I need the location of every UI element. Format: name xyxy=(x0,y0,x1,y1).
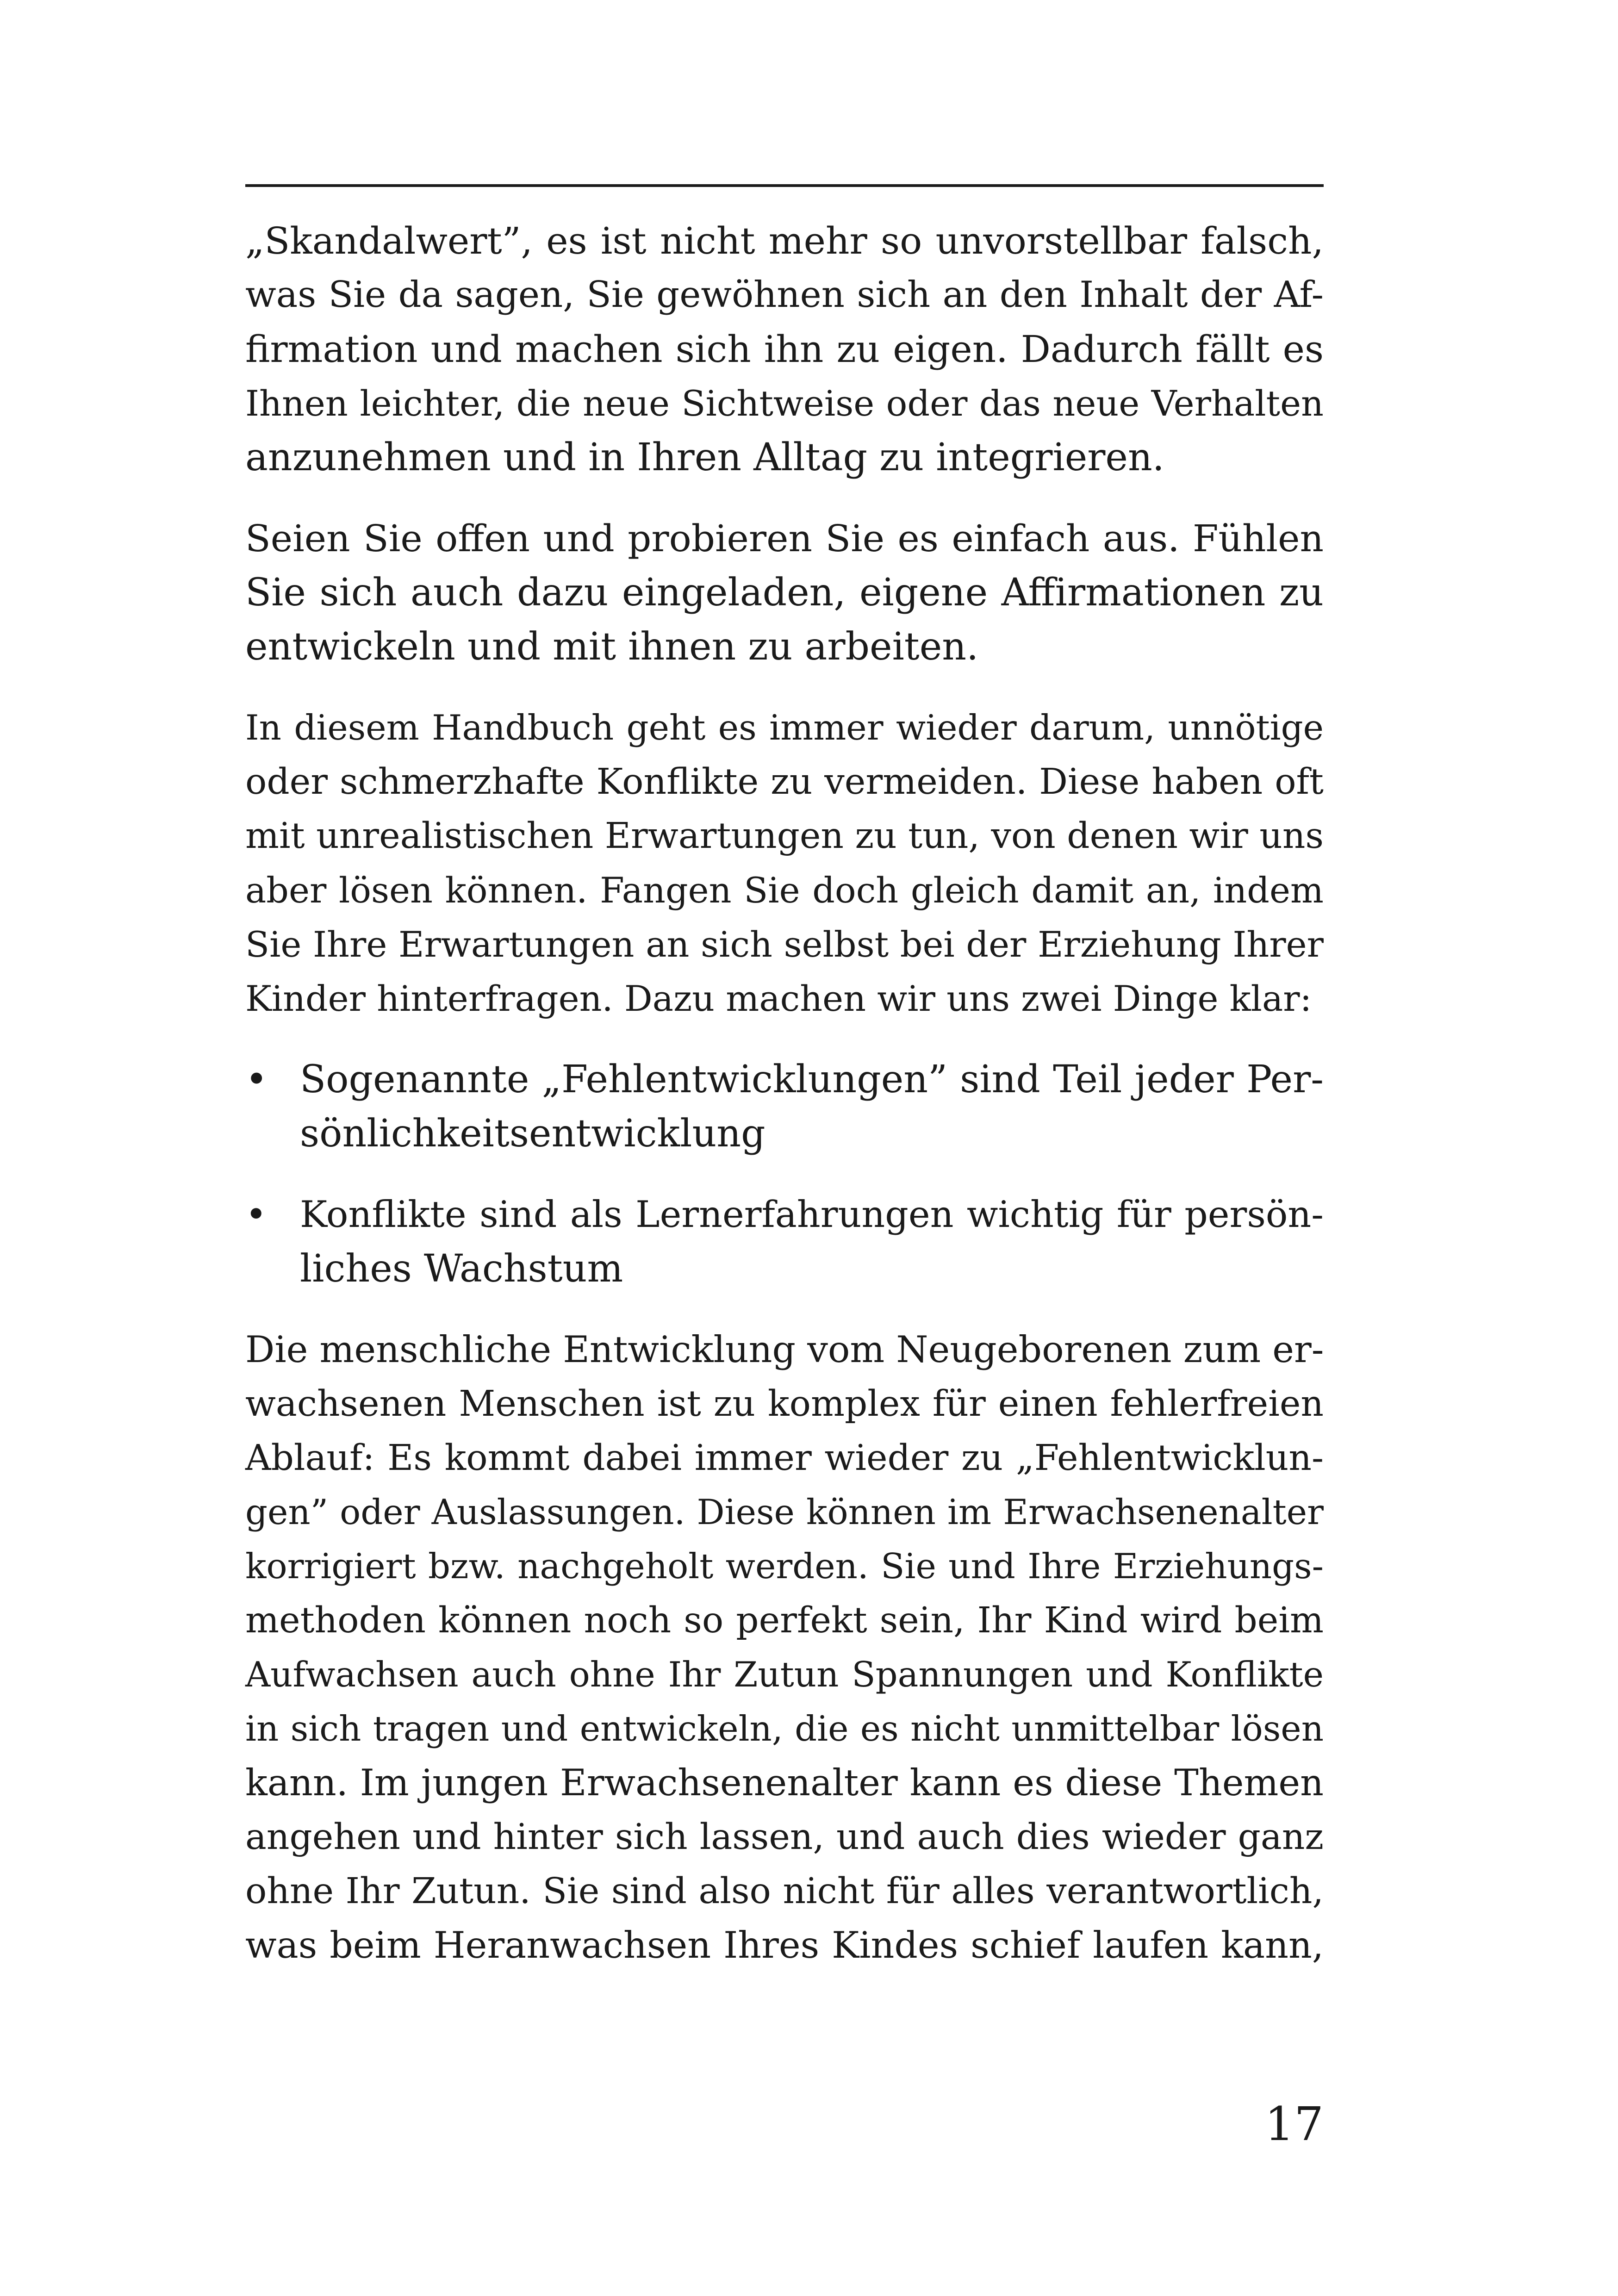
text-line: gen” oder Auslassungen. Diese können im Erwachsenenalter xyxy=(245,1492,1324,1532)
text-line: In diesem Handbuch geht es immer wieder darum, unnötige xyxy=(245,707,1324,748)
text-line: Die menschliche Entwicklung vom Neugeborenen zum er- xyxy=(245,1328,1324,1371)
text-line: Sie sich auch dazu eingeladen, eigene Affirmationen zu xyxy=(245,571,1324,615)
bullet-text: Konflikte sind als Lernerfahrungen wichtig für persön- xyxy=(300,1193,1324,1236)
bullet-text: Sogenannte „Fehlentwicklungen” sind Teil jeder Per- xyxy=(300,1058,1324,1101)
text-line: firmation und machen sich ihn zu eigen. Dadurch fällt es xyxy=(245,328,1324,371)
bullet-marker: • xyxy=(245,1058,268,1101)
bullet-item xyxy=(245,1052,1324,1161)
paragraph-1 xyxy=(245,214,1324,485)
text-line: Ablauf: Es kommt dabei immer wieder zu „Fehlentwicklun- xyxy=(245,1437,1324,1479)
bullet-line xyxy=(245,1052,1324,1107)
text-line: in sich tragen und entwickeln, die es nicht unmittelbar lösen xyxy=(245,1708,1324,1749)
text-line: angehen und hinter sich lassen, und auch dies wieder ganz xyxy=(245,1817,1324,1858)
bullet-marker: • xyxy=(245,1193,267,1236)
text-line: Aufwachsen auch ohne Ihr Zutun Spannungen und Konflikte xyxy=(245,1654,1324,1695)
text-line: mit unrealistischen Erwartungen zu tun, von denen wir uns xyxy=(245,815,1324,857)
text-line: ohne Ihr Zutun. Sie sind also nicht für alles verantwortlich, xyxy=(245,1871,1324,1912)
bullet-line xyxy=(245,1242,1324,1296)
text-line: kann. Im jungen Erwachsenenalter kann es diese Themen xyxy=(245,1761,1324,1804)
paragraph-2 xyxy=(245,511,1324,674)
bullet-item xyxy=(245,1188,1324,1296)
bullet-text: sönlichkeitsentwicklung xyxy=(300,1112,765,1156)
text-line: oder schmerzhafte Konflikte zu vermeiden. Diese haben oft xyxy=(245,761,1324,803)
body-text xyxy=(245,214,1324,1972)
text-line: entwickeln und mit ihnen zu arbeiten. xyxy=(245,625,979,669)
paragraph-3 xyxy=(245,701,1324,1026)
text-line: was Sie da sagen, Sie gewöhnen sich an den Inhalt der Af- xyxy=(245,274,1324,316)
text-line: Ihnen leichter, die neue Sichtweise oder das neue Verhalten xyxy=(245,383,1324,424)
bullet-text: liches Wachstum xyxy=(300,1247,623,1291)
text-line: anzunehmen und in Ihren Alltag zu integrieren. xyxy=(245,436,1164,479)
text-line: korrigiert bzw. nachgeholt werden. Sie und Ihre Erziehungs- xyxy=(245,1546,1324,1587)
text-line: wachsenen Menschen ist zu komplex für einen fehlerfreien xyxy=(245,1383,1324,1425)
text-line: Sie Ihre Erwartungen an sich selbst bei der Erziehung Ihrer xyxy=(245,924,1324,965)
paragraph-4 xyxy=(245,1323,1324,1972)
bullet-line xyxy=(245,1107,1324,1161)
text-line: aber lösen können. Fangen Sie doch gleich damit an, indem xyxy=(245,870,1324,911)
page-number: 17 xyxy=(1264,2097,1324,2151)
text-line: „Skandalwert”, es ist nicht mehr so unvorstellbar falsch, xyxy=(245,219,1324,262)
text-line: Kinder hinterfragen. Dazu machen wir uns zwei Dinge klar: xyxy=(245,978,1312,1019)
header-rule xyxy=(245,184,1324,187)
bullet-line xyxy=(245,1188,1324,1242)
text-line: was beim Heranwachsen Ihres Kindes schief laufen kann, xyxy=(245,1924,1324,1966)
text-line: Seien Sie offen und probieren Sie es einfach aus. Fühlen xyxy=(245,517,1324,560)
text-line: methoden können noch so perfekt sein, Ihr Kind wird beim xyxy=(245,1600,1324,1641)
